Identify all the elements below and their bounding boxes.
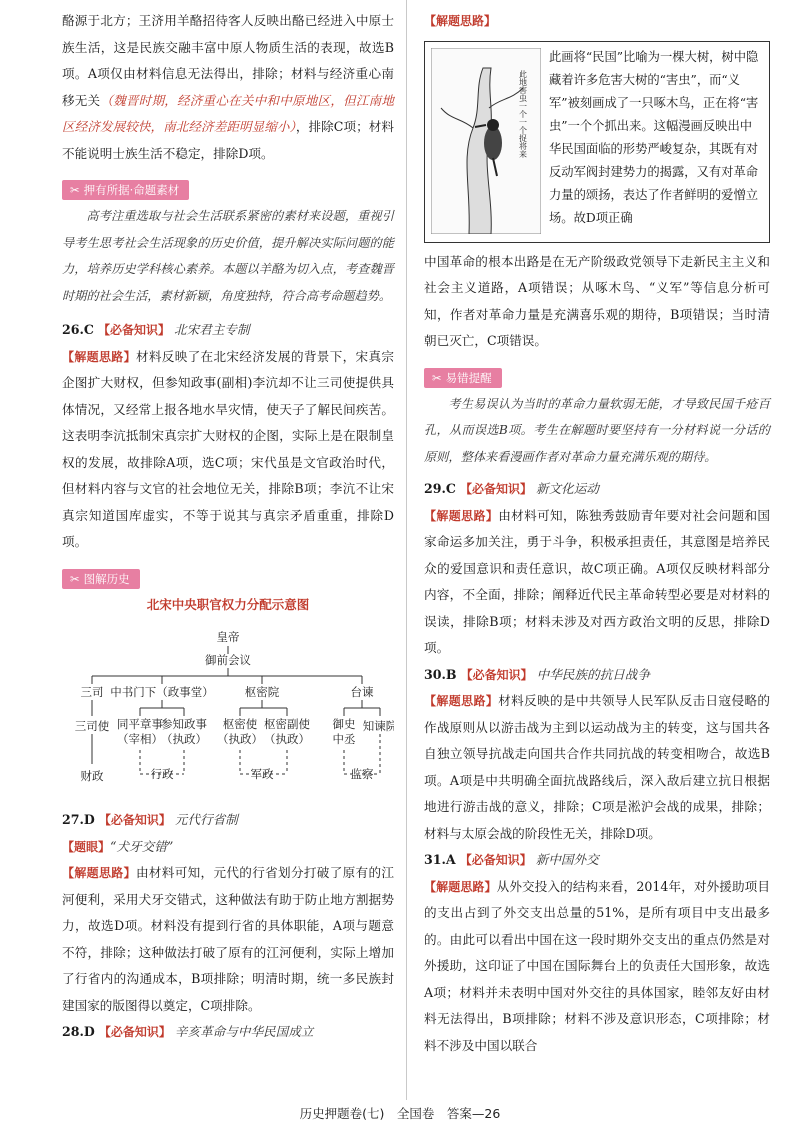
q29-explanation: 【解题思路】由材料可知，陈独秀鼓励青年要对社会问题和国家命运多加关注，勇于斗争，积极承担责任，其意图是培养民众的爱国意识和责任意识，故C项正确。A项仅反映材料部分内容，不全面，排除；阐释近代民主革命转型必要是对材料的误读，排除B项；材料未涉及对西方政治文明的反思，排除D项。 xyxy=(424,507,770,655)
column-divider xyxy=(406,0,407,1100)
node-pingzhang-sub: （宰相） xyxy=(117,731,163,746)
node-yushi: 御史 xyxy=(332,716,356,731)
diagram-title: 北宋中央职官权力分配示意图 xyxy=(146,596,310,612)
node-zhongshu: 中书门下（政事堂） xyxy=(110,684,214,699)
func-military: 军政 xyxy=(250,766,274,781)
node-canzhi: 参知政事 xyxy=(161,716,207,731)
node-shumifushi: 枢密副使 xyxy=(264,716,310,731)
q27-explanation: 【解题思路】由材料可知，元代的行省划分打破了原有的江河便利，采用犬牙交错式，这种做法有助于防止地方割据势力，故选D项。材料没有提到行省的具体职能，A项与题意不符，排除；这种做法打破了原有的江河便利，实际上增加了行省内的沟通成本，B项排除；明清时期，统一多民族封建国家的版图得以奠定，C项排除。 xyxy=(62,865,394,1013)
q27-eye: 【题眼】“犬牙交错” xyxy=(62,838,174,854)
ribbon-diagram: ✂ 图解历史 xyxy=(62,566,394,588)
node-zhijianyuan: 知谏院 xyxy=(362,718,394,733)
ribbon-warning: ✂ 易错提醒 xyxy=(424,365,770,387)
cartoon-woodpecker-image xyxy=(431,48,541,234)
node-sansishi: 三司使 xyxy=(74,718,110,733)
func-admin: 行政 xyxy=(150,766,174,781)
material-note: 高考注重选取与社会生活联系紧密的素材来设题，重视引导考生思考社会生活现象的历史价值，提升解决实际问题的能力，培养历史学科核心素养。本题以羊酪为切入点，考查魏晋时期的社会生活，素材新颖，角度独特，符合高考命题趋势。 xyxy=(62,209,394,303)
node-shumishi: 枢密使 xyxy=(222,716,258,731)
scissors-icon: ✂ xyxy=(70,183,80,197)
node-taijian: 台谏 xyxy=(350,684,374,699)
cartoon-vertical-caption: 此地害虫一个一个捉将来 xyxy=(518,69,528,158)
ribbon-material: ✂ 押有所据·命题素材 xyxy=(62,177,394,199)
scissors-icon: ✂ xyxy=(70,571,80,586)
node-shumifushi-sub: （执政） xyxy=(264,731,310,746)
node-canzhi-sub: （执政） xyxy=(161,731,207,746)
q29-header: 29.C 【必备知识】 新文化运动 xyxy=(424,481,599,496)
page-footer: 历史押题卷(七) 全国卷 答案—26 xyxy=(299,1106,501,1121)
q31-explanation: 【解题思路】从外交投入的结构来看，2014年，对外援助项目的支出占到了外交支出总量的51%，是所有项目中支出最多的。由此可以看出中国在这一段时期外交支出的重点仍然是对外援助，这印证了中国在国际舞台上的负责任大国形象，故选A项；材料并未表明中国对外交往的具体国家，睦邻友好由材料无法得出，B项排除；材料不涉及意识形态，C项排除；材料不涉及中国以联合 xyxy=(424,878,770,1053)
warning-note: 考生易误认为当时的革命力量软弱无能，才导致民国千疮百孔，从而误选B项。考生在解题时要坚持有一分材料说一分话的原则，整体来看漫画作者对革命力量充满乐观的期待。 xyxy=(424,396,770,464)
node-sansi: 三司 xyxy=(80,684,104,699)
q28-tag: 【解题思路】 xyxy=(424,14,497,28)
right-column xyxy=(424,8,770,1059)
q30-explanation: 【解题思路】材料反映的是中共领导人民军队反击日寇侵略的作战原则从以游击战为主到以运动战为主的转变，这与国共各自独立领导抗战走向国共合作共同抗战的转变相吻合，故选B项。A项是中共明确全面抗战路线后，深入敌后建立抗日根据地进行游击战的意义，排除；C项是淞沪会战的成果，排除；材料与太原会战的阶段性无关，排除D项。 xyxy=(424,693,770,841)
func-supervision: 监察 xyxy=(350,766,374,781)
scissors-icon: ✂ xyxy=(432,370,442,385)
node-shumiyuan: 枢密院 xyxy=(244,684,280,699)
q28-header: 28.D 【必备知识】 辛亥革命与中华民国成立 xyxy=(62,1024,314,1039)
cartoon-caption: 此画将“民国”比喻为一棵大树，树中隐藏着许多危害大树的“害虫”，而“义军”被刻画成了一只啄木鸟，正在将“害虫”一个个抓出来。这幅漫画反映出中华民国面临的形势严峻复杂，其既有对反动军阀封建势力的揭露，又有对革命力量的颂扬，表达了作者鲜明的爱憎立场。故D项正确 xyxy=(549,49,759,225)
q26-explanation: 【解题思路】材料反映了在北宋经济发展的背景下，宋真宗企图扩大财权，但参知政事(副相)李沆却不让三司使提供具体情况，又经常上报各地水旱灾情，使天子了解民间疾苦。这表明李沆抵制宋真宗扩大财权的企图，实际上是在限制皇权的发展，故排除A项，选C项；宋代虽是文官政治时代，但材料内容与文官的社会地位无关，排除B项；李沆不让宋真宗知道国库虚实，不等于说其与真宗矛盾重重，排除D项。 xyxy=(62,348,394,549)
node-shumishi-sub: （执政） xyxy=(217,731,263,746)
q28-explanation: 中国革命的根本出路是在无产阶级政党领导下走新民主主义和社会主义道路，A项错误；从啄木鸟、“义军”等信息分析可知，作者对革命力量是充满喜乐观的期待，B项错误；当时清朝已灭亡，C项错误。 xyxy=(424,253,770,348)
q31-header: 31.A 【必备知识】 新中国外交 xyxy=(424,852,599,867)
q25-note: （魏晋时期，经济重心在关中和中原地区，但江南地区经济发展较快，南北经济差距明显缩小） xyxy=(62,92,395,134)
cartoon-box xyxy=(424,41,770,243)
node-council: 御前会议 xyxy=(205,652,251,667)
func-finance: 财政 xyxy=(80,768,104,783)
node-yushi-sub: 中丞 xyxy=(332,731,356,746)
node-emperor: 皇帝 xyxy=(216,629,240,644)
left-column xyxy=(62,8,394,1046)
q30-header: 30.B 【必备知识】 中华民族的抗日战争 xyxy=(424,666,650,682)
q27-header: 27.D 【必备知识】 元代行省制 xyxy=(62,812,238,827)
power-diagram xyxy=(62,624,394,792)
q26-header: 26.C 【必备知识】 北宋君主专制 xyxy=(62,322,250,337)
node-pingzhang: 同平章事 xyxy=(117,716,163,731)
q25-explanation: 酪源于北方；王济用羊酪招待客人反映出酪已经进入中原士族生活，这是民族交融丰富中原人物质生活的表现，故选B项。A项仅由材料信息无法得出，排除；材料与经济重心南移无关（魏晋时期，经济重心在关中和中原地区，但江南地区经济发展较快，南北经济差距明显缩小），排除C项；材料不能说明士族生活不稳定，排除D项。 xyxy=(62,13,395,161)
